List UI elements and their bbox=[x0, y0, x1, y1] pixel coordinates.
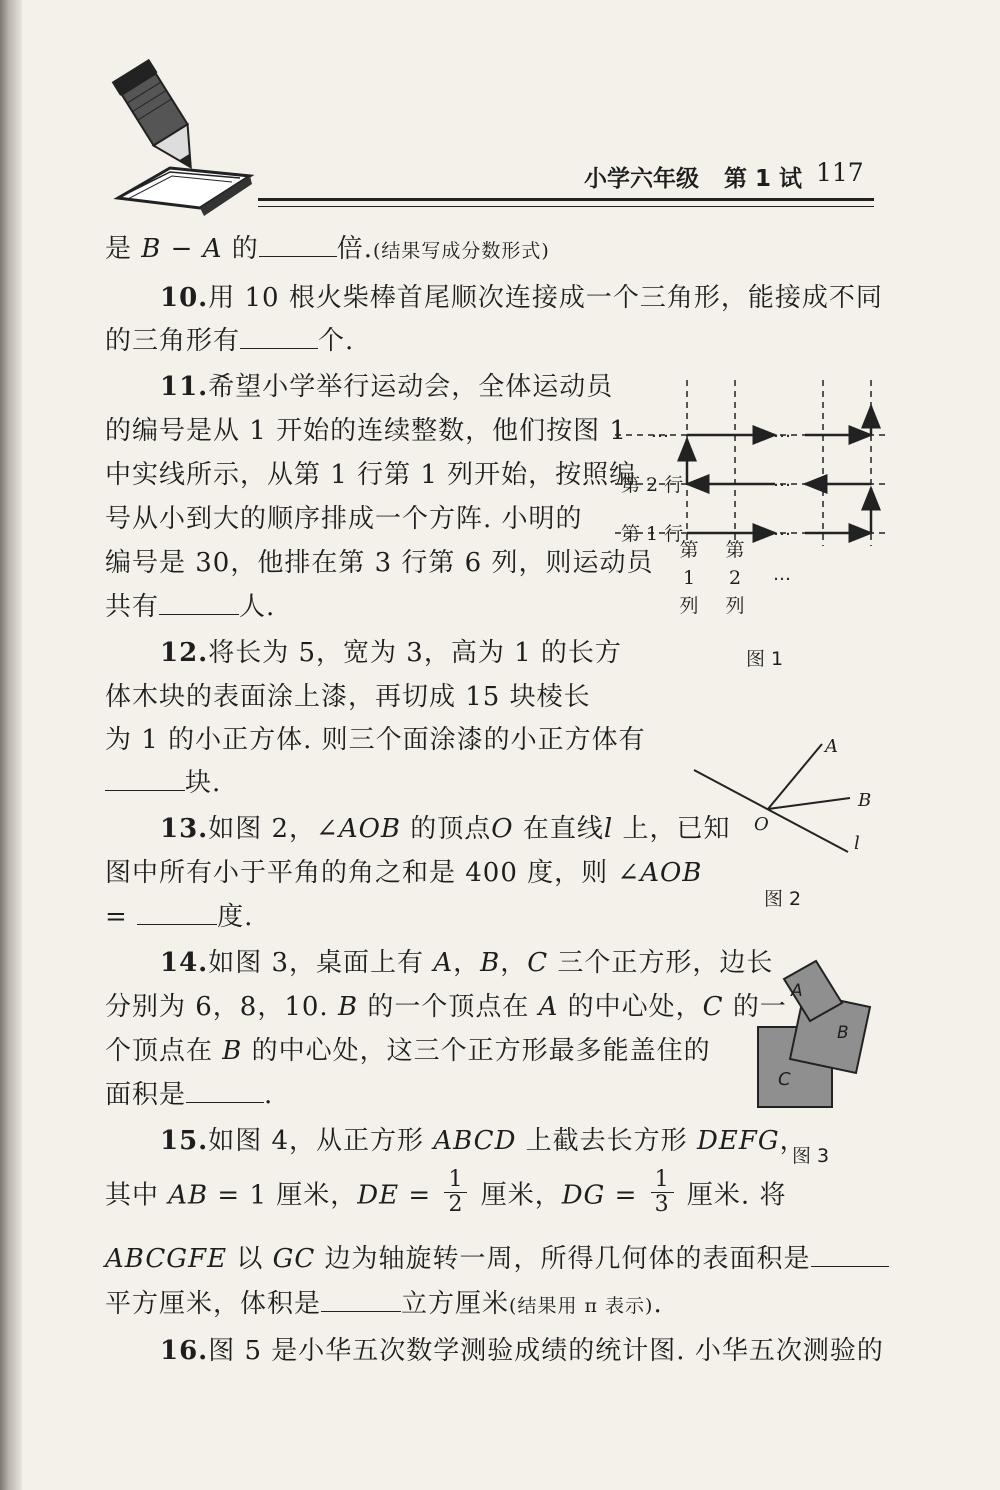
problem-13-line-1: 13.如图 2，∠AOB 的顶点O 在直线l 上，已知 bbox=[160, 814, 731, 844]
problem-14-line-4: 面积是 . bbox=[105, 1080, 274, 1110]
answer-blank bbox=[186, 1101, 264, 1103]
problem-11-line-2: 的编号是从 1 开始的连续整数，他们按图 1 bbox=[105, 416, 627, 446]
test-label: 第 1 试 bbox=[724, 166, 803, 192]
figure-1-ellipsis: … bbox=[651, 421, 669, 442]
answer-blank bbox=[259, 255, 337, 257]
problem-11-line-3: 中实线所示，从第 1 行第 1 列开始，按照编 bbox=[105, 460, 637, 490]
problem-11-line-1: 11.希望小学举行运动会，全体运动员 bbox=[160, 372, 614, 402]
page-number: 117 bbox=[816, 158, 864, 187]
figure-1-row-1-label: 第 1 行 bbox=[621, 523, 684, 545]
problem-14-line-2: 分别为 6，8，10. B 的一个顶点在 A 的中心处，C 的一 bbox=[105, 992, 787, 1022]
figure-1-grid bbox=[615, 376, 895, 626]
fraction-one-third: $\frac{1}{3}$ bbox=[651, 1168, 674, 1217]
answer-blank bbox=[811, 1265, 889, 1267]
problem-13-line-2: 图中所有小于平角的角之和是 400 度，则 ∠AOB bbox=[105, 858, 703, 888]
problem-9-tail: 是 B − A 的 倍.(结果写成分数形式) bbox=[105, 234, 550, 264]
grade-label: 小学六年级 bbox=[584, 166, 699, 192]
figure-2-label-o: O bbox=[754, 814, 769, 835]
problem-16-line-1: 16.图 5 是小华五次数学测验成绩的统计图. 小华五次测验的 bbox=[160, 1336, 884, 1366]
figure-3-squares bbox=[750, 955, 880, 1115]
problem-13-line-3: = 度. bbox=[105, 902, 254, 932]
answer-blank bbox=[159, 613, 239, 615]
figure-3-caption: 图 3 bbox=[792, 1145, 830, 1167]
figure-1-ellipsis: … bbox=[773, 564, 791, 585]
problem-11-line-5: 编号是 30，他排在第 3 行第 6 列，则运动员 bbox=[105, 548, 654, 578]
figure-1-caption: 图 1 bbox=[746, 648, 784, 670]
header-rule-thick bbox=[258, 198, 874, 201]
figure-1-column-2-label: 第 2 列 bbox=[725, 539, 745, 617]
problem-15-line-4: 平方厘米，体积是 立方厘米(结果用 π 表示). bbox=[105, 1289, 663, 1319]
fraction-one-half: $\frac{1}{2}$ bbox=[444, 1168, 467, 1217]
answer-blank bbox=[105, 789, 185, 791]
answer-blank bbox=[321, 1310, 401, 1312]
problem-14-line-3: 个顶点在 B 的中心处，这三个正方形最多能盖住的 bbox=[105, 1036, 711, 1066]
figure-1-column-1-label: 第 1 列 bbox=[679, 539, 699, 617]
problem-15-line-3: ABCGFE 以 GC 边为轴旋转一周，所得几何体的表面积是 bbox=[105, 1238, 889, 1275]
figure-1-row-2-label: 第 2 行 bbox=[621, 474, 684, 496]
problem-12-line-3: 为 1 的小正方体. 则三个面涂漆的小正方体有 bbox=[105, 725, 646, 755]
figure-2-label-b: B bbox=[858, 790, 872, 811]
problem-12-line-2: 体木块的表面涂上漆，再切成 15 块棱长 bbox=[105, 682, 591, 712]
page-binding-edge bbox=[0, 0, 22, 1490]
answer-blank bbox=[240, 347, 318, 349]
figure-1-ellipsis: … bbox=[773, 421, 791, 442]
problem-15-line-1: 15.如图 4，从正方形 ABCD 上截去长方形 DEFG， bbox=[160, 1126, 807, 1156]
problem-12-line-1: 12.将长为 5，宽为 3，高为 1 的长方 bbox=[160, 638, 622, 668]
problem-10-line-1: 10.用 10 根火柴棒首尾顺次连接成一个三角形，能接成不同 bbox=[160, 283, 883, 313]
answer-blank bbox=[137, 923, 217, 925]
problem-15-line-2: 其中 AB = 1 厘米，DE = $\frac{1}{2}$ 厘米，DG = $\frac{1}{3}$ 厘米. 将 bbox=[105, 1167, 787, 1217]
pen-book-logo bbox=[100, 58, 260, 218]
figure-3-label-b: B bbox=[837, 1023, 849, 1043]
problem-11-line-6: 共有 人. bbox=[105, 592, 276, 622]
figure-2-label-l: l bbox=[854, 833, 860, 854]
problem-10-line-2: 的三角形有 个. bbox=[105, 326, 355, 356]
figure-1-ellipsis: … bbox=[773, 519, 791, 540]
problem-12-line-4: 块. bbox=[105, 762, 221, 799]
header-rule-thin bbox=[258, 206, 874, 207]
figure-2-caption: 图 2 bbox=[764, 888, 802, 910]
problem-14-line-1: 14.如图 3，桌面上有 A，B，C 三个正方形，边长 bbox=[160, 948, 774, 978]
figure-1-ellipsis: … bbox=[773, 470, 791, 491]
figure-1 bbox=[615, 376, 895, 686]
figure-2-label-a: A bbox=[825, 736, 838, 757]
figure-3-label-c: C bbox=[778, 1069, 791, 1090]
problem-11-line-4: 号从小到大的顺序排成一个方阵. 小明的 bbox=[105, 504, 583, 534]
figure-3-label-a: A bbox=[791, 981, 803, 1001]
